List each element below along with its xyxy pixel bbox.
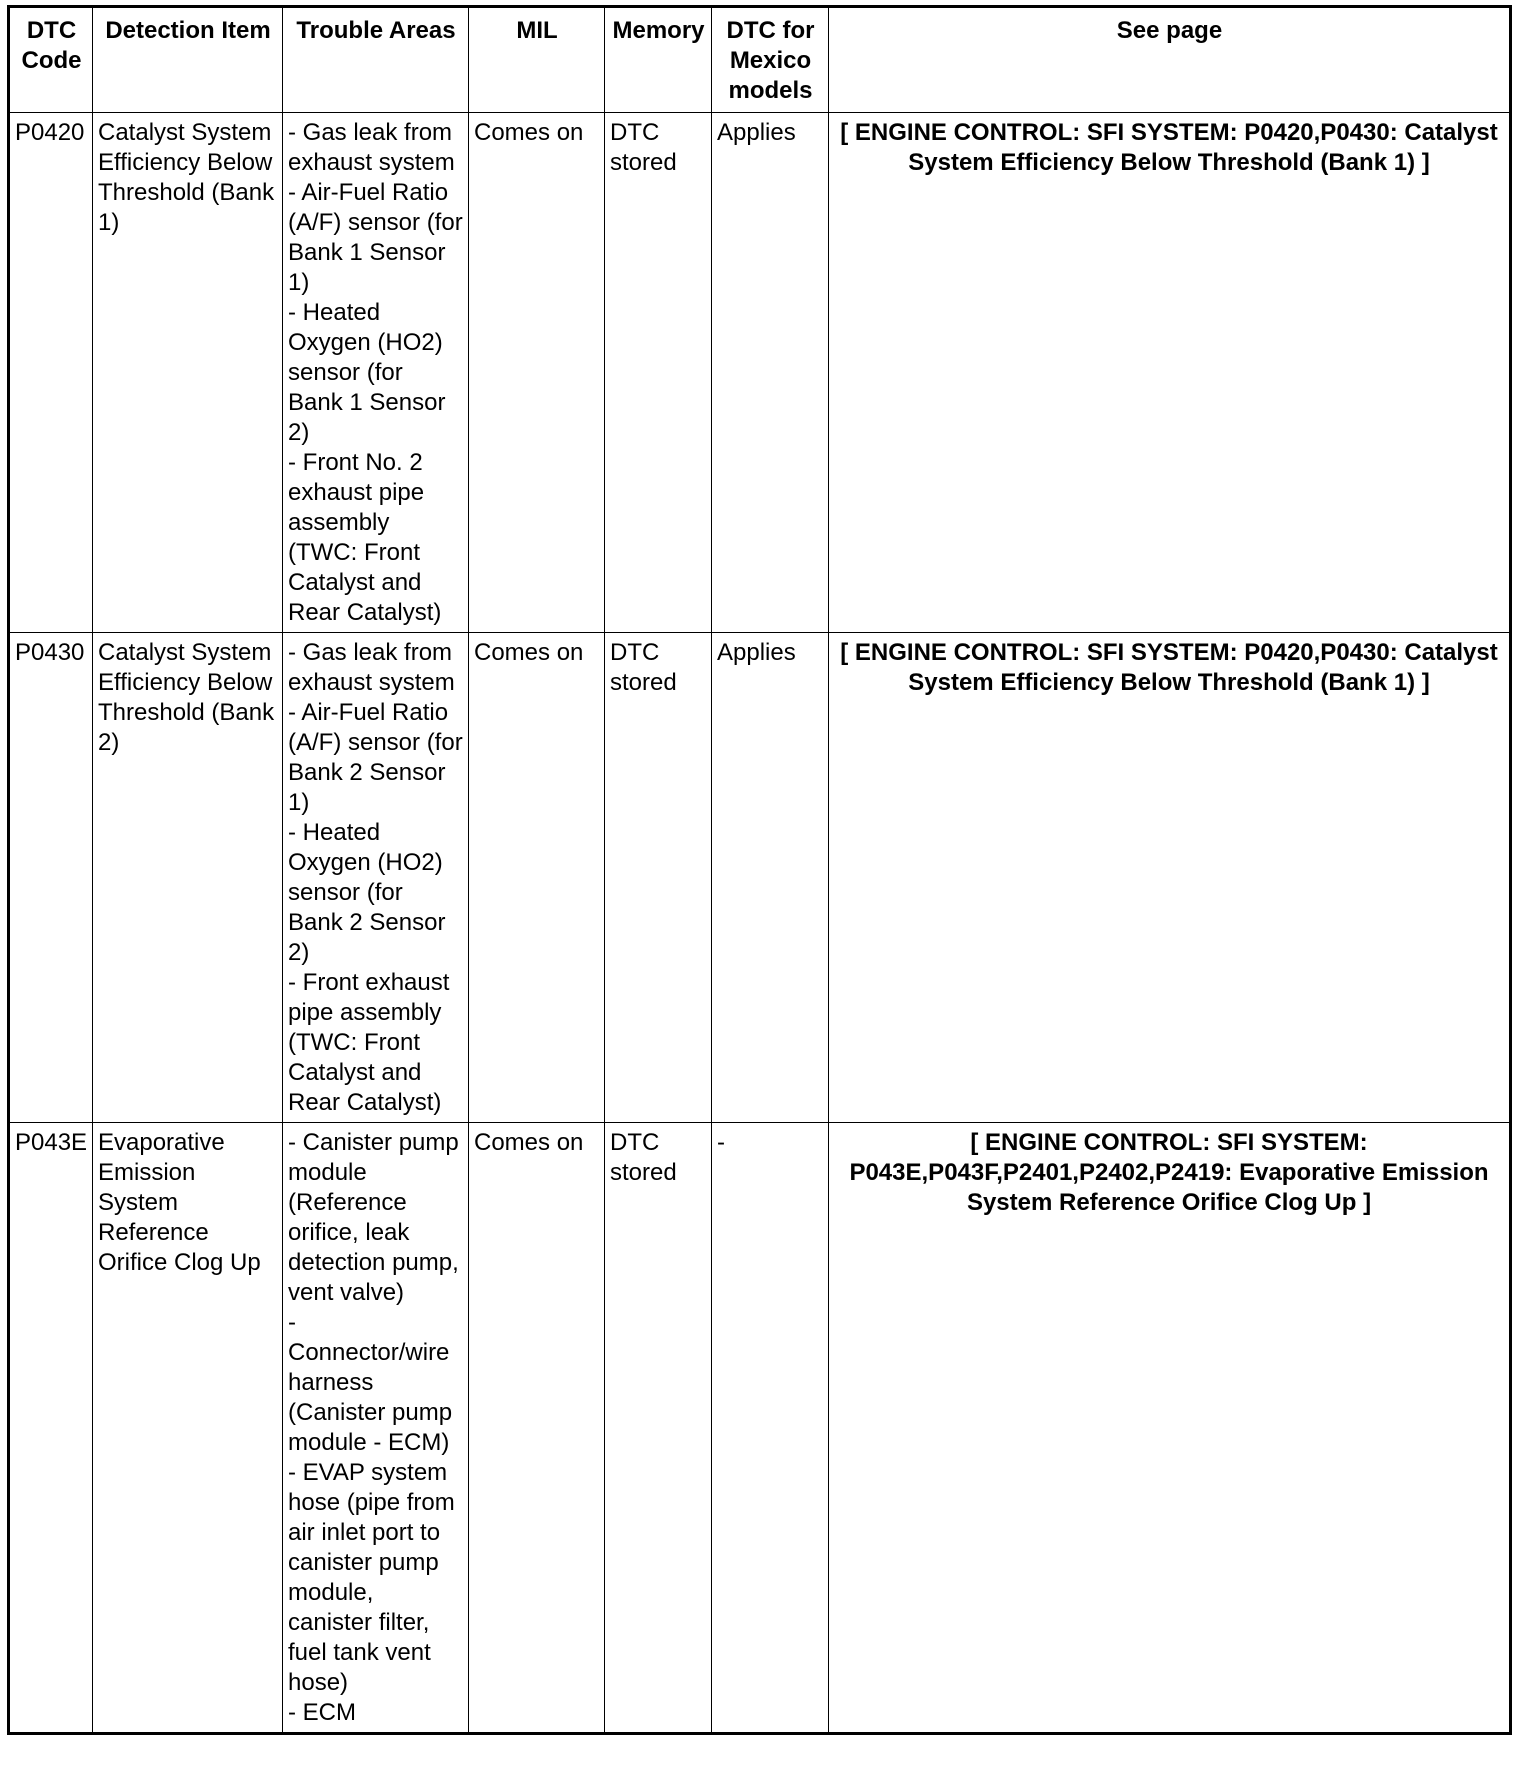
trouble-area-item: - Heated Oxygen (HO2) sensor (for Bank 1 Sensor 2) [288, 299, 446, 446]
memory-cell: DTC stored [605, 113, 712, 633]
header-detection-item: Detection Item [93, 7, 283, 113]
table-row [9, 633, 1511, 1123]
dtc-code-cell: P0430 [9, 633, 93, 1123]
header-mil: MIL [469, 7, 605, 113]
trouble-area-item: - Gas leak from exhaust system [288, 119, 455, 176]
mexico-cell: Applies [712, 113, 829, 633]
detection-item-cell: Catalyst System Efficiency Below Threshold (Bank 1) [93, 113, 283, 633]
trouble-area-item: - Gas leak from exhaust system [288, 639, 455, 696]
header-memory: Memory [605, 7, 712, 113]
trouble-area-item: - Connector/wire harness (Canister pump module - ECM) [288, 1309, 453, 1456]
trouble-area-item: - Canister pump module (Reference orifice, leak detection pump, vent valve) [288, 1129, 459, 1306]
trouble-area-item: - ECM [288, 1699, 356, 1726]
dtc-table [7, 5, 1512, 1735]
trouble-area-item: - EVAP system hose (pipe from air inlet port to canister pump module, canister filter, fuel tank vent hose) [288, 1459, 455, 1696]
trouble-area-item: - Front exhaust pipe assembly (TWC: Front Catalyst and Rear Catalyst) [288, 969, 450, 1116]
mil-cell: Comes on [469, 633, 605, 1123]
table-row [9, 113, 1511, 633]
header-mexico: DTC for Mexico models [712, 7, 829, 113]
trouble-area-item: - Air-Fuel Ratio (A/F) sensor (for Bank 2 Sensor 1) [288, 699, 463, 816]
memory-cell: DTC stored [605, 1123, 712, 1734]
trouble-areas-cell [283, 633, 469, 1123]
mexico-cell: - [712, 1123, 829, 1734]
header-trouble-areas: Trouble Areas [283, 7, 469, 113]
see-page-link[interactable]: [ ENGINE CONTROL: SFI SYSTEM: P043E,P043F,P2401,P2402,P2419: Evaporative Emission System Reference Orifice Clog Up ] [829, 1123, 1511, 1734]
detection-item-cell: Evaporative Emission System Reference Orifice Clog Up [93, 1123, 283, 1734]
trouble-area-item: - Heated Oxygen (HO2) sensor (for Bank 2 Sensor 2) [288, 819, 446, 966]
dtc-code-cell: P0420 [9, 113, 93, 633]
trouble-area-item: - Front No. 2 exhaust pipe assembly (TWC: Front Catalyst and Rear Catalyst) [288, 449, 442, 626]
trouble-area-item: - Air-Fuel Ratio (A/F) sensor (for Bank 1 Sensor 1) [288, 179, 463, 296]
trouble-areas-cell [283, 113, 469, 633]
header-see-page: See page [829, 7, 1511, 113]
header-dtc-code: DTC Code [9, 7, 93, 113]
mexico-cell: Applies [712, 633, 829, 1123]
mil-cell: Comes on [469, 1123, 605, 1734]
detection-item-cell: Catalyst System Efficiency Below Threshold (Bank 2) [93, 633, 283, 1123]
table-row [9, 1123, 1511, 1734]
dtc-code-cell: P043E [9, 1123, 93, 1734]
header-row [9, 7, 1511, 113]
trouble-areas-cell [283, 1123, 469, 1734]
see-page-link[interactable]: [ ENGINE CONTROL: SFI SYSTEM: P0420,P0430: Catalyst System Efficiency Below Threshold (Bank 1) ] [829, 633, 1511, 1123]
mil-cell: Comes on [469, 113, 605, 633]
see-page-link[interactable]: [ ENGINE CONTROL: SFI SYSTEM: P0420,P0430: Catalyst System Efficiency Below Threshold (Bank 1) ] [829, 113, 1511, 633]
memory-cell: DTC stored [605, 633, 712, 1123]
